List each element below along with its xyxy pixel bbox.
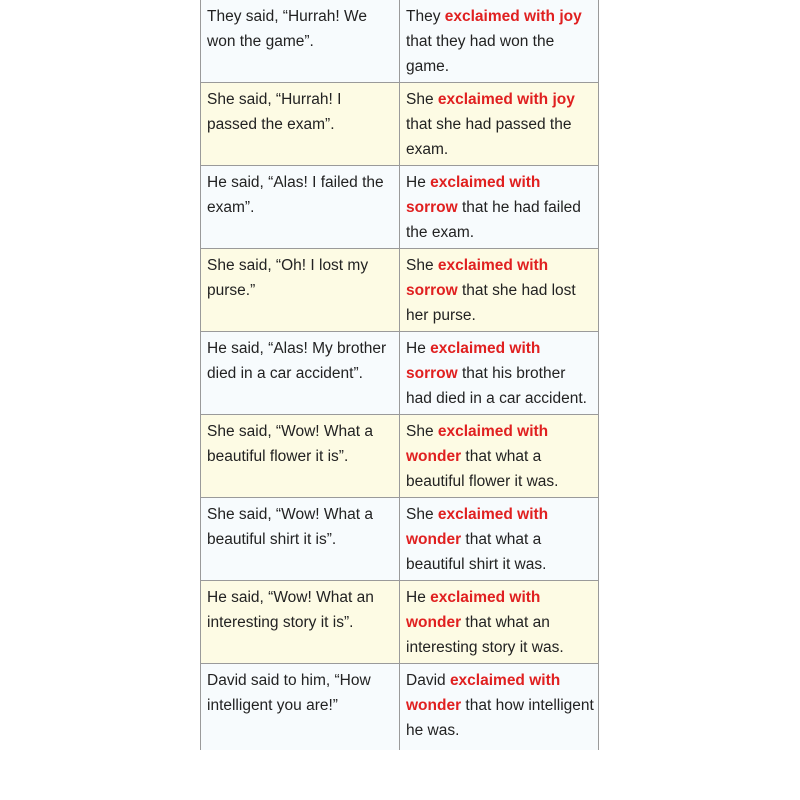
direct-speech-cell: She said, “Wow! What a beautiful shirt it is”. [201,498,400,581]
indirect-clause: that what a beautiful flower it was. [406,448,559,490]
direct-speech-cell: They said, “Hurrah! We won the game”. [201,0,400,83]
indirect-clause: that he had failed the exam. [406,199,581,241]
indirect-subject: He [406,589,431,606]
indirect-clause: that how intelligent he was. [406,697,594,739]
indirect-subject: He [406,340,431,357]
table-row [201,498,599,581]
indirect-subject: David [406,672,450,689]
reporting-verb-highlight: exclaimed with sorrow [406,257,549,299]
indirect-subject: They [406,8,445,25]
table-row [201,166,599,249]
reporting-verb-highlight: exclaimed with wonder [406,423,549,465]
indirect-clause: that they had won the game. [406,33,555,75]
indirect-clause: that what an interesting story it was. [406,614,564,656]
indirect-speech-cell [400,83,599,166]
indirect-speech-cell [400,581,599,664]
indirect-subject: She [406,506,438,523]
reporting-verb-highlight: exclaimed with joy [437,91,575,108]
table-row [201,581,599,664]
table-row [201,664,599,750]
table-row [201,249,599,332]
speech-conversion-table [200,0,599,750]
table-row [201,0,599,83]
indirect-subject: He [406,174,431,191]
table-row [201,83,599,166]
direct-speech-cell: He said, “Alas! My brother died in a car accident”. [201,332,400,415]
table-row [201,415,599,498]
indirect-clause: that she had lost her purse. [406,282,576,324]
indirect-speech-cell [400,0,599,83]
reporting-verb-highlight: exclaimed with wonder [406,589,541,631]
reporting-verb-highlight: exclaimed with joy [444,8,582,25]
reporting-verb-highlight: exclaimed with sorrow [406,340,541,382]
reporting-verb-highlight: exclaimed with wonder [406,506,549,548]
indirect-speech-cell [400,664,599,750]
reporting-verb-highlight: exclaimed with sorrow [406,174,541,216]
indirect-speech-cell [400,249,599,332]
direct-speech-cell: David said to him, “How intelligent you are!” [201,664,400,750]
indirect-clause: that what a beautiful shirt it was. [406,531,547,573]
reporting-verb-highlight: exclaimed with wonder [406,672,561,714]
direct-speech-cell: He said, “Wow! What an interesting story it is”. [201,581,400,664]
indirect-speech-cell [400,166,599,249]
indirect-clause: that she had passed the exam. [406,116,572,158]
direct-speech-cell: She said, “Oh! I lost my purse.” [201,249,400,332]
indirect-clause: that his brother had died in a car accident. [406,365,587,407]
table-row [201,332,599,415]
indirect-speech-cell [400,332,599,415]
indirect-speech-cell [400,498,599,581]
indirect-subject: She [406,257,438,274]
indirect-subject: She [406,91,438,108]
direct-speech-cell: He said, “Alas! I failed the exam”. [201,166,400,249]
indirect-speech-cell [400,415,599,498]
indirect-subject: She [406,423,438,440]
direct-speech-cell: She said, “Hurrah! I passed the exam”. [201,83,400,166]
direct-speech-cell: She said, “Wow! What a beautiful flower it is”. [201,415,400,498]
